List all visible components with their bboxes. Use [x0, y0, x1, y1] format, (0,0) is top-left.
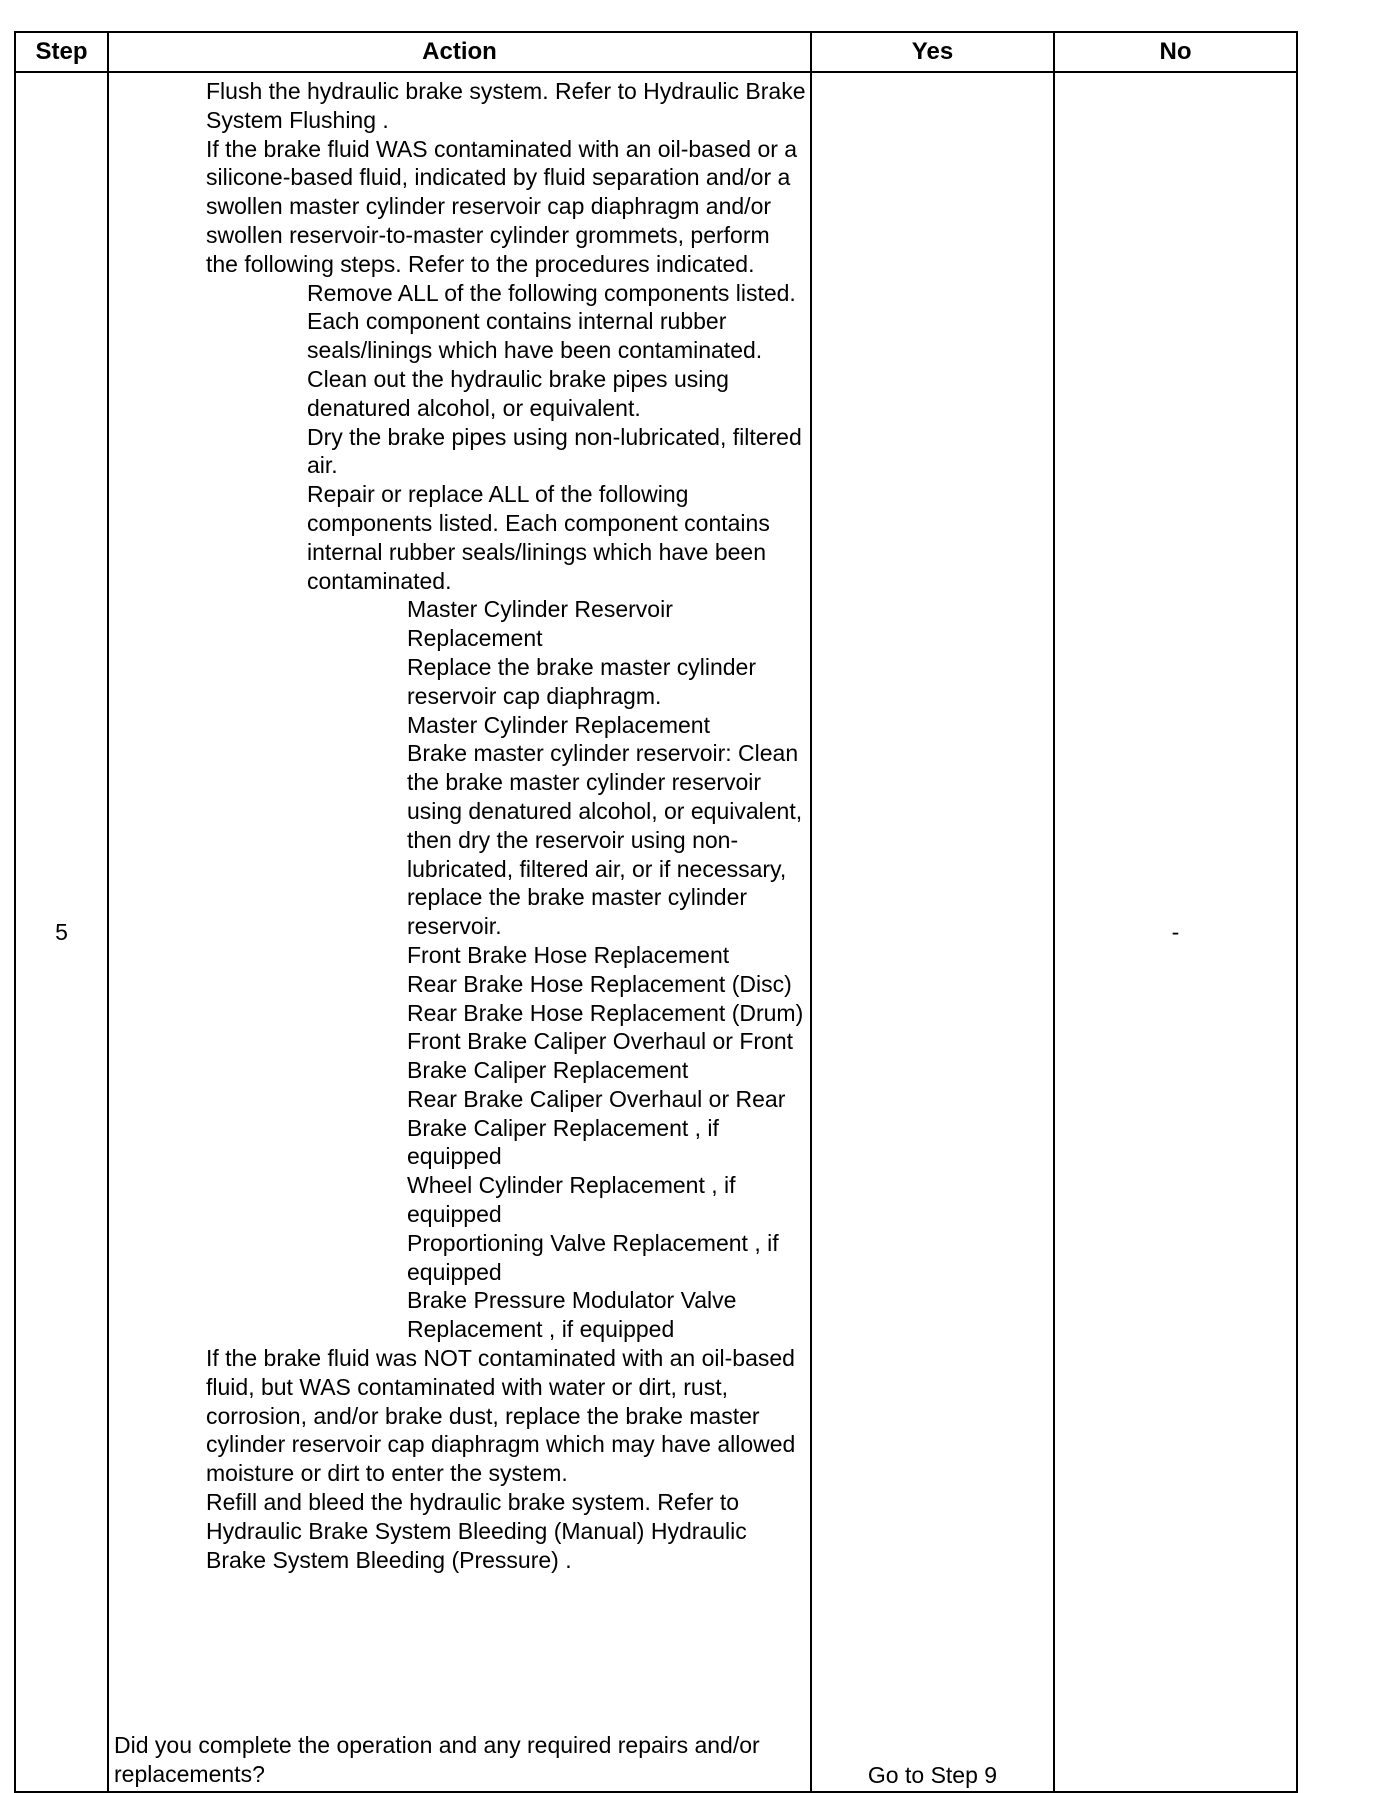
- component-item: Rear Brake Caliper Overhaul or Rear Brake Caliper Replacement , if equipped: [407, 1085, 786, 1170]
- substep-item: Remove ALL of the following components listed. Each component contains internal rubber seals/linings which have been contaminated.: [307, 279, 796, 364]
- action-cell: [108, 72, 811, 1792]
- component-item: Front Brake Hose Replacement: [407, 941, 730, 968]
- component-item: Replace the brake master cylinder reservoir cap diaphragm.: [407, 653, 756, 709]
- no-result: -: [1054, 72, 1297, 1792]
- action-not-contaminated: If the brake fluid was NOT contaminated with an oil-based fluid, but WAS contaminated with water or dirt, rust, corrosion, and/or brake dust, replace the brake master cylinder reservoir cap diaphragm which may have allowed moisture or dirt to enter the system.: [206, 1345, 796, 1487]
- action-intro: Flush the hydraulic brake system. Refer to Hydraulic Brake System Flushing .: [206, 78, 806, 133]
- component-item: Master Cylinder Reservoir Replacement: [407, 596, 673, 652]
- substep-item: Clean out the hydraulic brake pipes using denatured alcohol, or equivalent.: [307, 365, 729, 421]
- table-row: [15, 72, 1297, 1792]
- substep-item: Repair or replace ALL of the following components listed. Each component contains internal rubber seals/linings which have been contaminated.: [307, 481, 770, 594]
- component-item: Brake master cylinder reservoir: Clean the brake master cylinder reservoir using denatured alcohol, or equivalent, then dry the reservoir using non-lubricated, filtered air, or if necessary, replace the brake master cylinder reservoir.: [407, 740, 803, 940]
- step-number: 5: [15, 72, 108, 1792]
- header-step: Step: [15, 32, 108, 72]
- header-yes: Yes: [811, 32, 1054, 72]
- substep-item: Dry the brake pipes using non-lubricated, filtered air.: [307, 423, 802, 479]
- procedure-table: [14, 31, 1298, 1793]
- component-item: Master Cylinder Replacement: [407, 711, 710, 738]
- header-no: No: [1054, 32, 1297, 72]
- action-contaminated-oil: If the brake fluid WAS contaminated with an oil-based or a silicone-based fluid, indicated by fluid separation and/or a swollen master cylinder reservoir cap diaphragm and/or swollen reservoir-to-master cylinder grommets, perform the following steps. Refer to the procedures indicated.: [206, 135, 798, 277]
- header-row: [15, 32, 1297, 72]
- component-item: Brake Pressure Modulator Valve Replacement , if equipped: [407, 1287, 737, 1343]
- action-question: Did you complete the operation and any required repairs and/or replacements?: [114, 1732, 760, 1788]
- component-item: Rear Brake Hose Replacement (Disc) Rear Brake Hose Replacement (Drum): [407, 970, 804, 1026]
- header-action: Action: [108, 32, 811, 72]
- yes-cell: [811, 72, 1054, 1792]
- yes-result: Go to Step 9: [867, 1762, 998, 1788]
- component-item: Wheel Cylinder Replacement , if equipped: [407, 1172, 736, 1228]
- component-item: Front Brake Caliper Overhaul or Front Brake Caliper Replacement: [407, 1028, 794, 1084]
- action-refill: Refill and bleed the hydraulic brake system. Refer to Hydraulic Brake System Bleeding (Manual) Hydraulic Brake System Bleeding (Pressure) .: [206, 1489, 747, 1573]
- component-item: Proportioning Valve Replacement , if equipped: [407, 1229, 779, 1285]
